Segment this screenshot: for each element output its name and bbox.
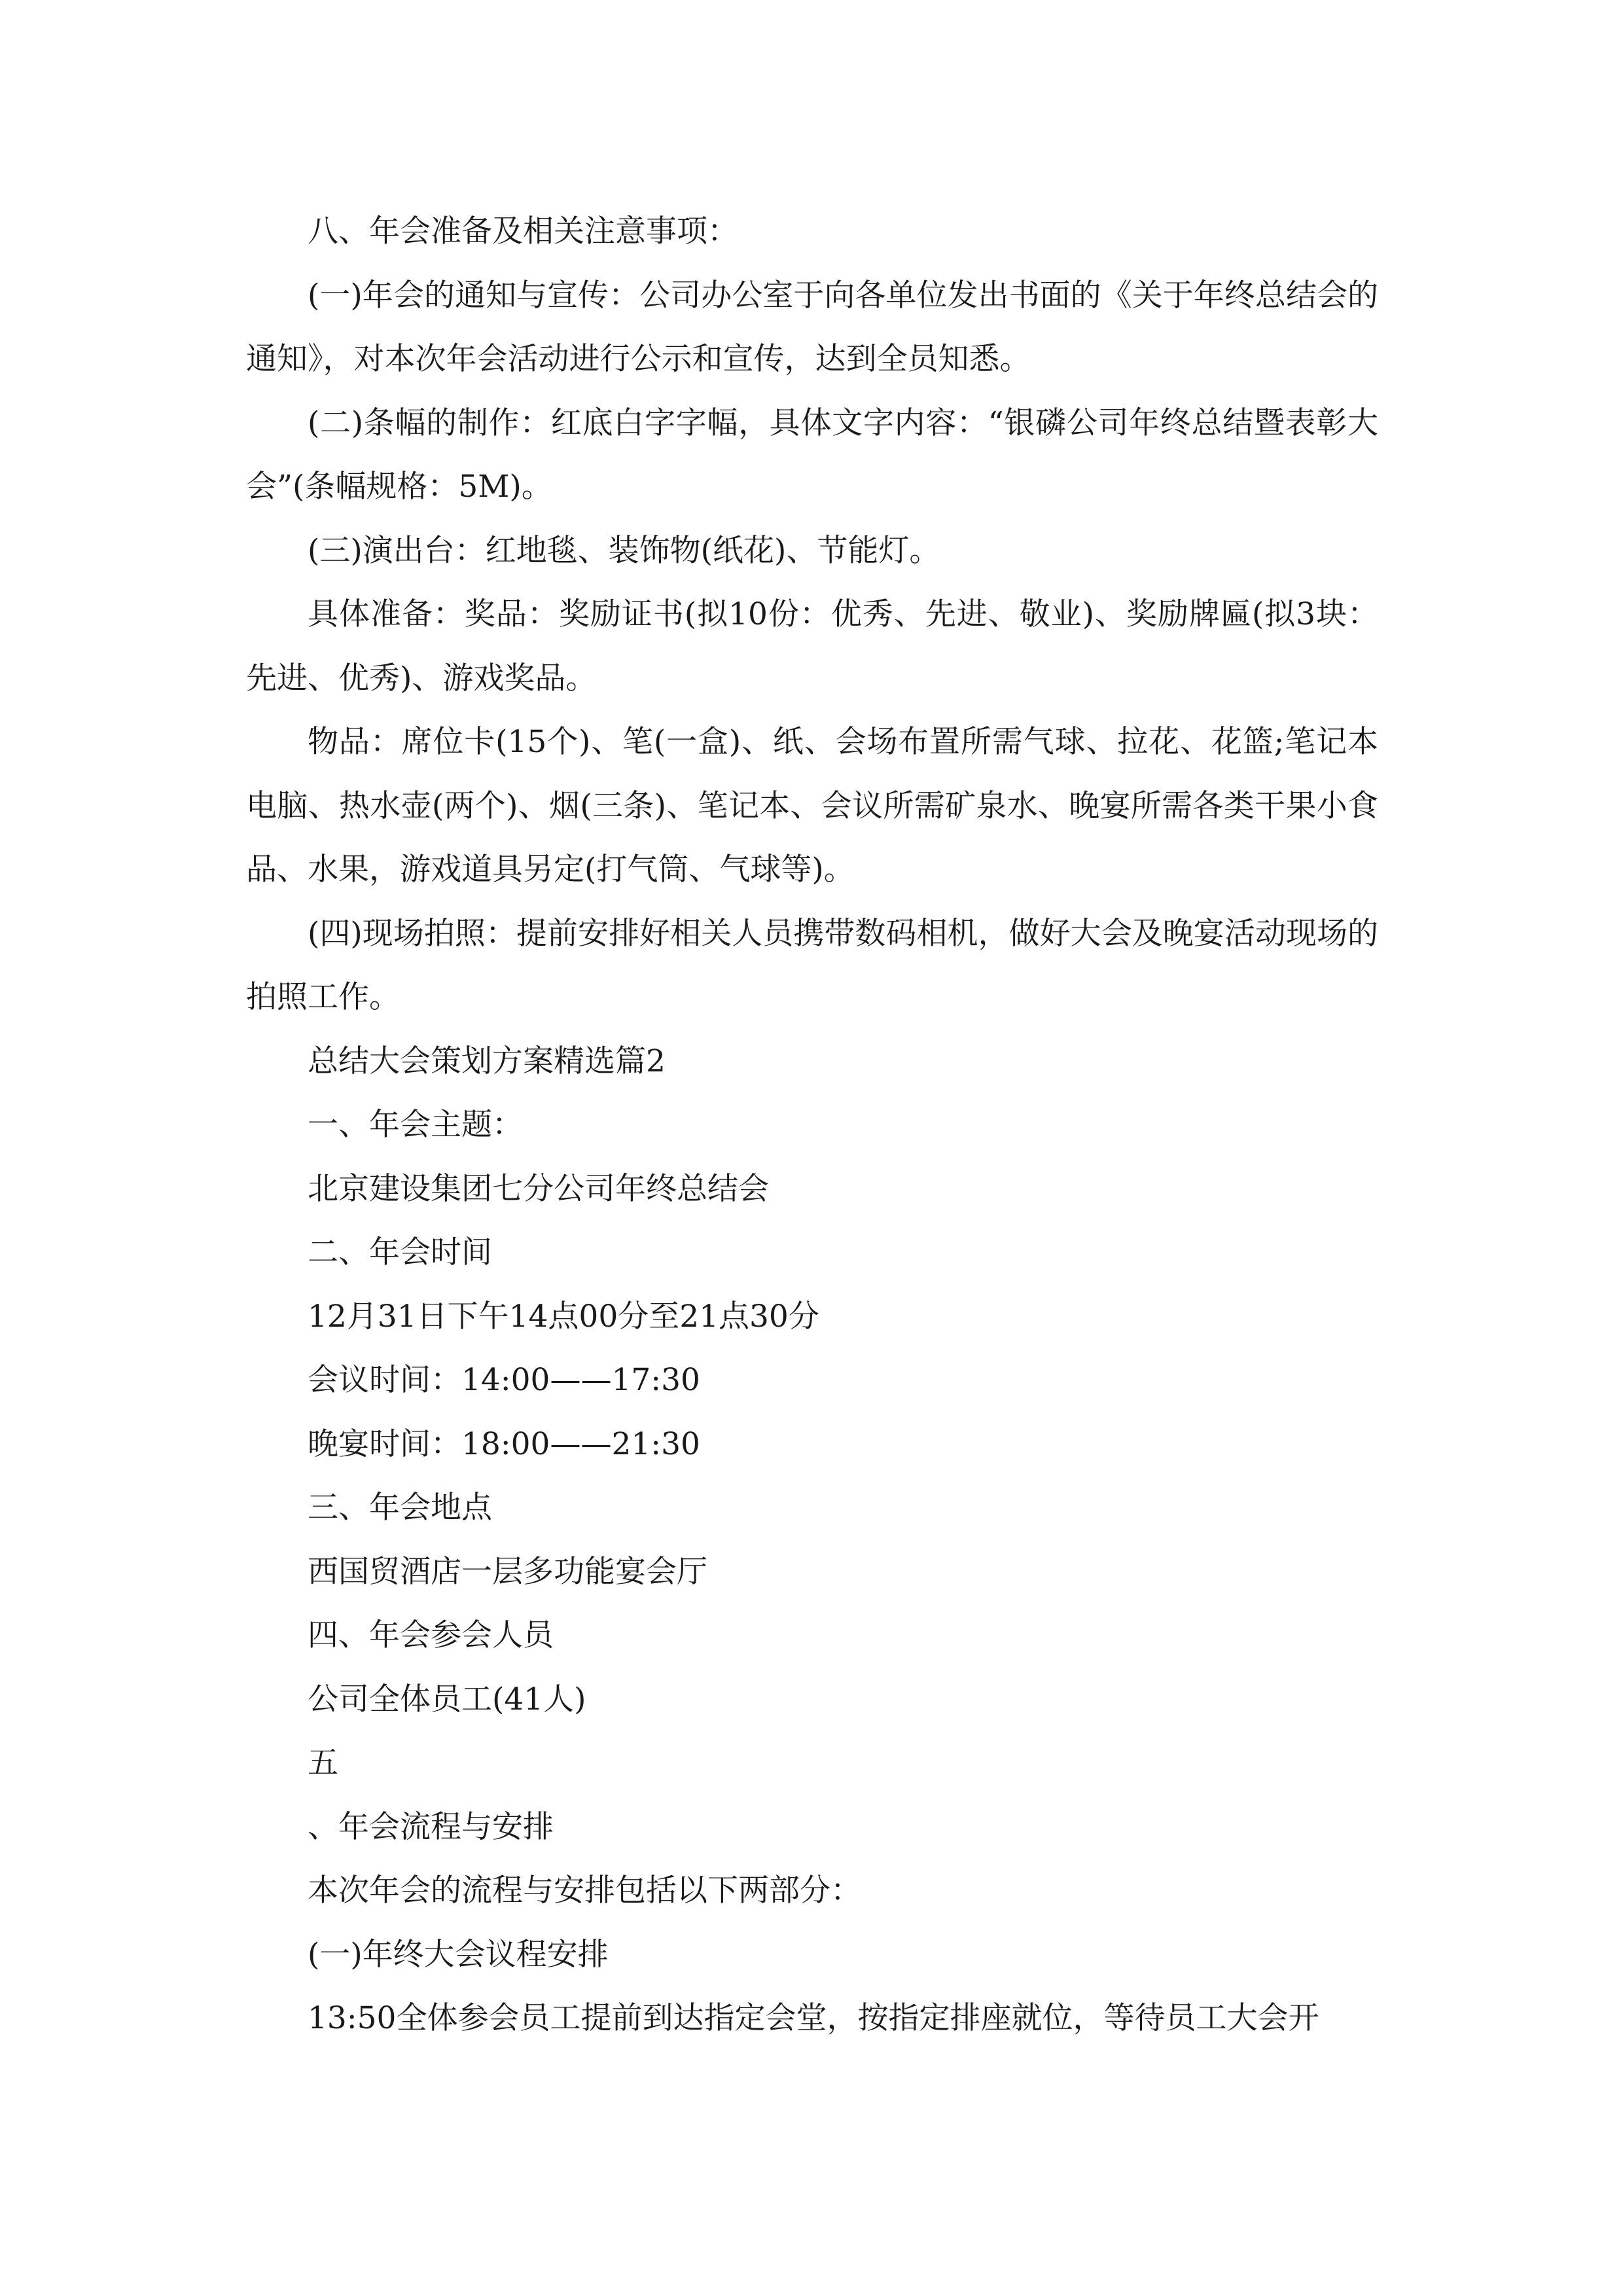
heading-attendees: 四、年会参会人员 [308, 1617, 554, 1653]
heading-five-number: 五 [308, 1745, 338, 1781]
heading-agenda: (一)年终大会议程安排 [308, 1936, 609, 1973]
text-agenda-first-item: 13:50全体参会员工提前到达指定会堂，按指定排座就位，等待员工大会开 [308, 2000, 1319, 2036]
paragraph-prizes: 具体准备：奖品：奖励证书(拟10份：优秀、先进、敬业)、奖励牌匾(拟3块：先进、优秀)、游戏奖品。 [246, 596, 1378, 696]
paragraph-notice-publicity: (一)年会的通知与宣传：公司办公室于向各单位发出书面的《关于年终总结会的通知》，对本次年会活动进行公示和宣传，达到全员知悉。 [246, 277, 1378, 377]
paragraph-stage: (三)演出台：红地毯、装饰物(纸花)、节能灯。 [308, 532, 940, 569]
heading-process: 、年会流程与安排 [308, 1808, 554, 1845]
text-banquet-time: 晚宴时间：18:00——21:30 [308, 1426, 700, 1462]
text-venue: 西国贸酒店一层多功能宴会厅 [308, 1553, 707, 1590]
section-heading-preparation: 八、年会准备及相关注意事项： [308, 213, 738, 249]
heading-time: 二、年会时间 [308, 1234, 492, 1270]
text-meeting-time: 会议时间：14:00——17:30 [308, 1362, 700, 1398]
heading-theme: 一、年会主题： [308, 1107, 523, 1143]
section-title-part2: 总结大会策划方案精选篇2 [308, 1043, 666, 1079]
paragraph-photography: (四)现场拍照：提前安排好相关人员携带数码相机，做好大会及晚宴活动现场的拍照工作。 [246, 915, 1378, 1015]
paragraph-banner: (二)条幅的制作：红底白字字幅，具体文字内容：“银磷公司年终总结暨表彰大会”(条幅规格：5M)。 [246, 404, 1378, 505]
text-attendees: 公司全体员工(41人) [308, 1681, 586, 1717]
text-date-time: 12月31日下午14点00分至21点30分 [308, 1298, 819, 1335]
heading-venue: 三、年会地点 [308, 1490, 492, 1526]
text-process-intro: 本次年会的流程与安排包括以下两部分： [308, 1873, 861, 1909]
text-theme: 北京建设集团七分公司年终总结会 [308, 1170, 769, 1207]
document-body [246, 200, 1378, 2051]
paragraph-supplies: 物品：席位卡(15个)、笔(一盒)、纸、会场布置所需气球、拉花、花篮;笔记本电脑、热水壶(两个)、烟(三条)、笔记本、会议所需矿泉水、晚宴所需各类干果小食品、水果，游戏道具另定(打气筒、气球等)。 [246, 724, 1378, 888]
